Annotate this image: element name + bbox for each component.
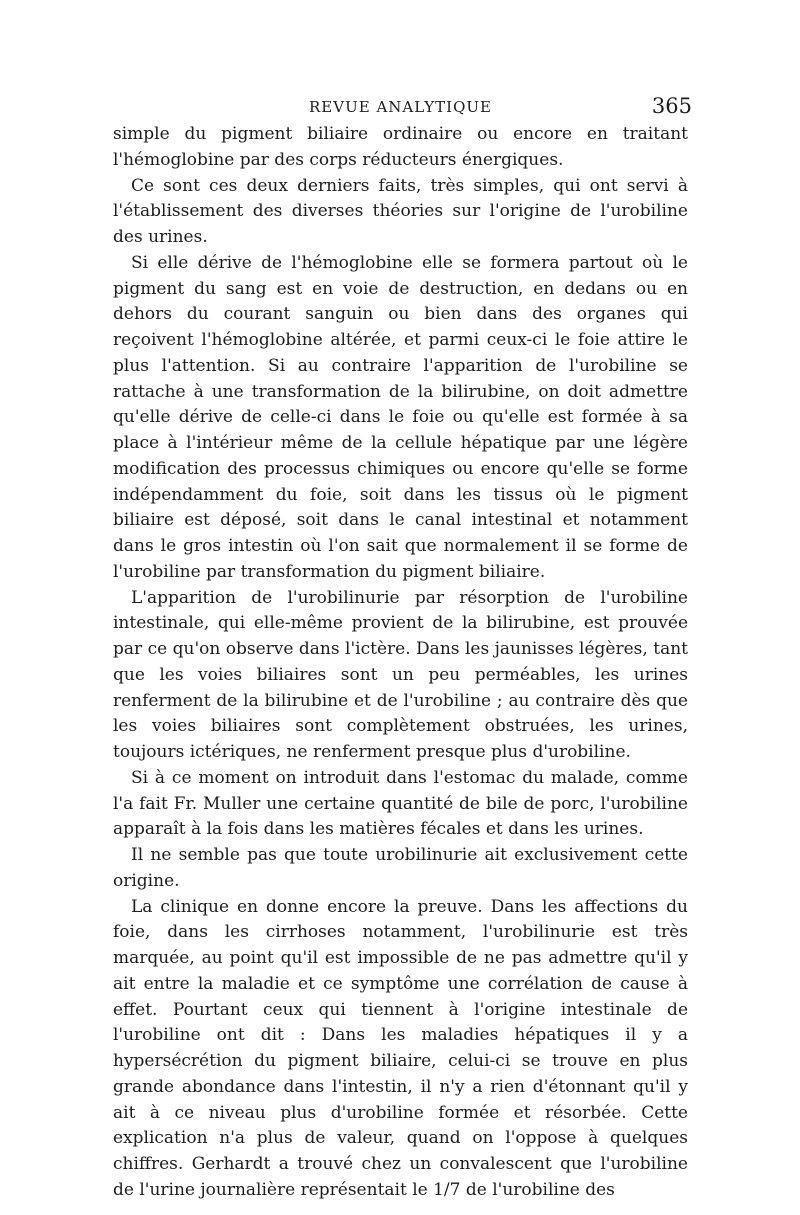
paragraph-continuation: simple du pigment biliaire ordinaire ou encore en traitant l'hémoglobine par des corps réducteurs énergiques. — [113, 124, 688, 170]
book-page — [113, 94, 692, 1204]
paragraph: Il ne semble pas que toute urobilinurie ait exclusivement cette origine. — [113, 845, 688, 891]
paragraph: Ce sont ces deux derniers faits, très simples, qui ont servi à l'établissement des diverses théories sur l'origine de l'urobiline des urines. — [113, 175, 688, 247]
paragraph: Si elle dérive de l'hémoglobine elle se formera partout où le pigment du sang est en voie de destruction, en dedans ou en dehors du courant sanguin ou bien dans des organes qui reçoivent l'hémoglobine altérée, et parmi ceux-ci le foie attire le plus l'attention. Si au contraire l'apparition de l'urobiline se rattache à une transformation de la bilirubine, on doit admettre qu'elle dérive de celle-ci dans le foie ou qu'elle est formée à sa place à l'intérieur même de la cellule hépatique par une légère modification des processus chimiques ou encore qu'elle se forme indépendamment du foie, soit dans les tissus où le pigment biliaire est déposé, soit dans le canal intestinal et notamment dans le gros intestin où l'on sait que normalement il se forme de l'urobiline par transformation du pigment biliaire. — [113, 252, 688, 582]
running-title: REVUE ANALYTIQUE — [309, 98, 492, 116]
paragraph: La clinique en donne encore la preuve. Dans les affections du foie, dans les cirrhoses notamment, l'urobilinurie est très marquée, au point qu'il est impossible de ne pas admettre qu'il y ait entre la maladie et ce symptôme une corrélation de cause à effet. Pourtant ceux qui tiennent à l'origine intestinale de l'urobiline ont dit : Dans les maladies hépatiques il y a hypersécrétion du pigment biliaire, celui-ci se trouve en plus grande abondance dans l'intestin, il n'y a rien d'étonnant qu'il y ait à ce niveau plus d'urobiline formée et résorbée. Cette explication n'a plus de valeur, quand on l'oppose à quelques chiffres. Gerhardt a trouvé chez un convalescent que l'urobiline de l'urine journalière représentait le 1/7 de l'urobiline des — [113, 896, 688, 1200]
paragraph: L'apparition de l'urobilinurie par résorption de l'urobiline intestinale, qui elle-même provient de la bilirubine, est prouvée par ce qu'on observe dans l'ictère. Dans les jaunisses légères, tant que les voies biliaires sont un peu perméables, les urines renferment de la bilirubine et de l'urobiline ; au contraire dès que les voies biliaires sont complètement obstruées, les urines, toujours ictériques, ne renferment presque plus d'urobiline. — [113, 587, 688, 762]
page-header — [113, 94, 692, 124]
paragraph: Si à ce moment on introduit dans l'estomac du malade, comme l'a fait Fr. Muller une certaine quantité de bile de porc, l'urobiline apparaît à la fois dans les matières fécales et dans les urines. — [113, 767, 688, 840]
body-text — [113, 122, 688, 1204]
page-number: 365 — [651, 94, 692, 118]
